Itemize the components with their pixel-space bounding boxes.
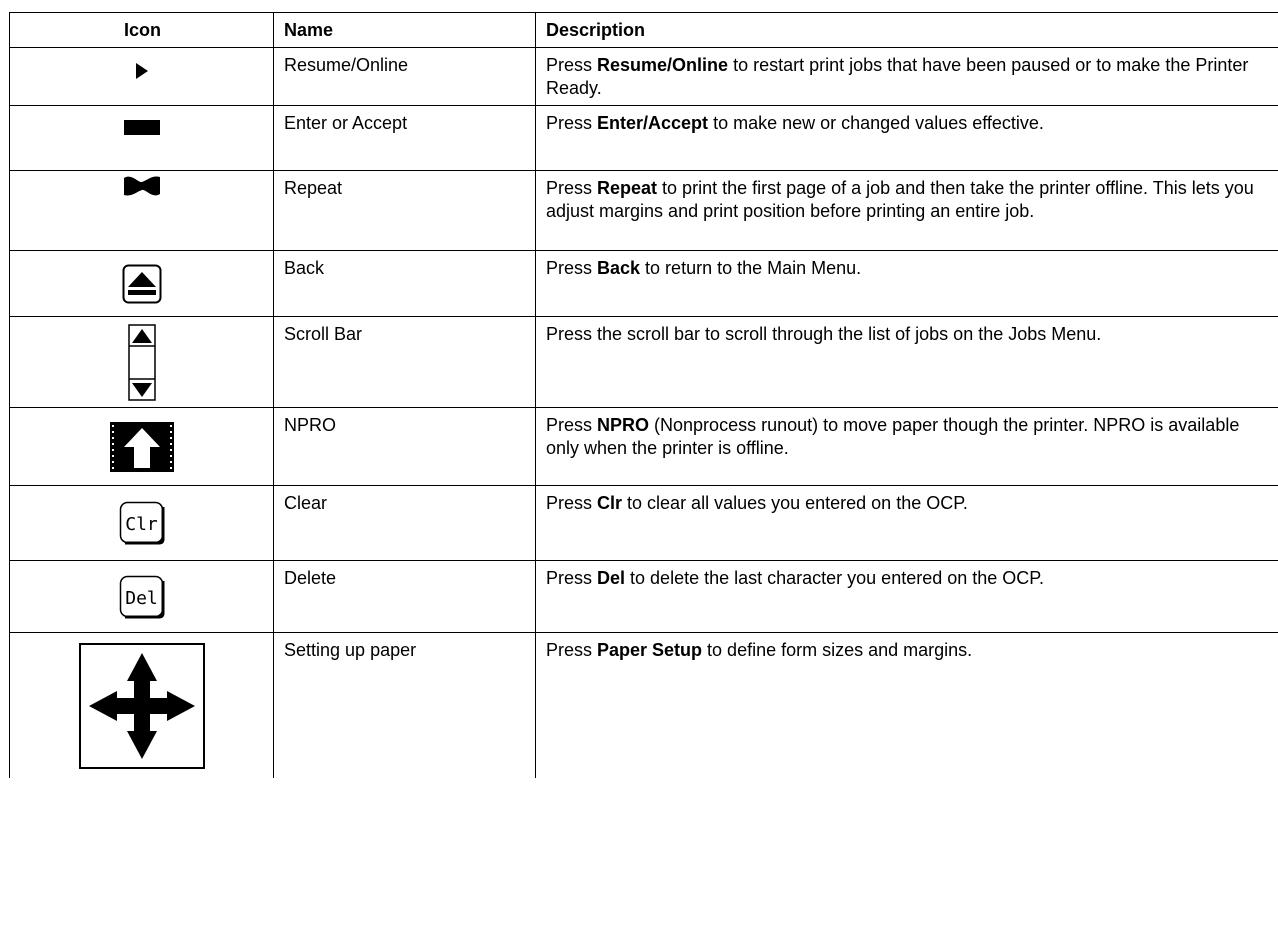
table-row (10, 48, 1278, 106)
description-cell: Press Back to return to the Main Menu. (536, 251, 1278, 317)
back-icon (10, 264, 273, 304)
name-cell: Clear (274, 486, 536, 561)
delete-icon-label: Del (124, 587, 158, 609)
name-cell: Back (274, 251, 536, 317)
npro-icon (10, 422, 273, 472)
resume-online-icon (10, 63, 273, 79)
icon-cell (10, 408, 274, 486)
icon-cell (10, 106, 274, 171)
header-icon: Icon (10, 13, 274, 48)
header-row (10, 13, 1278, 48)
icon-cell (10, 633, 274, 778)
icon-cell (10, 171, 274, 251)
description-cell: Press Paper Setup to define form sizes and margins. (536, 633, 1278, 778)
table-row (10, 251, 1278, 317)
clear-icon-label: Clr (124, 514, 158, 535)
icon-reference-table (9, 12, 1278, 778)
name-cell: Repeat (274, 171, 536, 251)
name-cell: Delete (274, 561, 536, 633)
table-row (10, 171, 1278, 251)
description-cell: Press Clr to clear all values you entered on the OCP. (536, 486, 1278, 561)
scroll-bar-icon (10, 324, 273, 401)
table-row (10, 408, 1278, 486)
icon-cell (10, 486, 274, 561)
table-row (10, 106, 1278, 171)
description-cell: Press NPRO (Nonprocess runout) to move paper though the printer. NPRO is available only when the printer is offline. (536, 408, 1278, 486)
icon-cell (10, 48, 274, 106)
table-row (10, 317, 1278, 408)
description-cell: Press Resume/Online to restart print jobs that have been paused or to make the Printer Ready. (536, 48, 1278, 106)
repeat-icon (10, 175, 273, 197)
header-name: Name (274, 13, 536, 48)
table-row (10, 486, 1278, 561)
description-cell: Press Repeat to print the first page of a job and then take the printer offline. This lets you adjust margins and print position before printing an entire job. (536, 171, 1278, 251)
clear-icon (10, 501, 273, 545)
description-cell: Press the scroll bar to scroll through the list of jobs on the Jobs Menu. (536, 317, 1278, 408)
icon-cell (10, 561, 274, 633)
description-cell: Press Enter/Accept to make new or changed values effective. (536, 106, 1278, 171)
paper-setup-icon (10, 643, 273, 769)
header-description: Description (536, 13, 1278, 48)
name-cell: Scroll Bar (274, 317, 536, 408)
table-row (10, 561, 1278, 633)
name-cell: Enter or Accept (274, 106, 536, 171)
description-cell: Press Del to delete the last character you entered on the OCP. (536, 561, 1278, 633)
name-cell: Resume/Online (274, 48, 536, 106)
delete-icon (10, 575, 273, 619)
table-row (10, 633, 1278, 778)
icon-cell (10, 251, 274, 317)
name-cell: Setting up paper (274, 633, 536, 778)
enter-accept-icon (10, 120, 273, 135)
name-cell: NPRO (274, 408, 536, 486)
icon-cell (10, 317, 274, 408)
